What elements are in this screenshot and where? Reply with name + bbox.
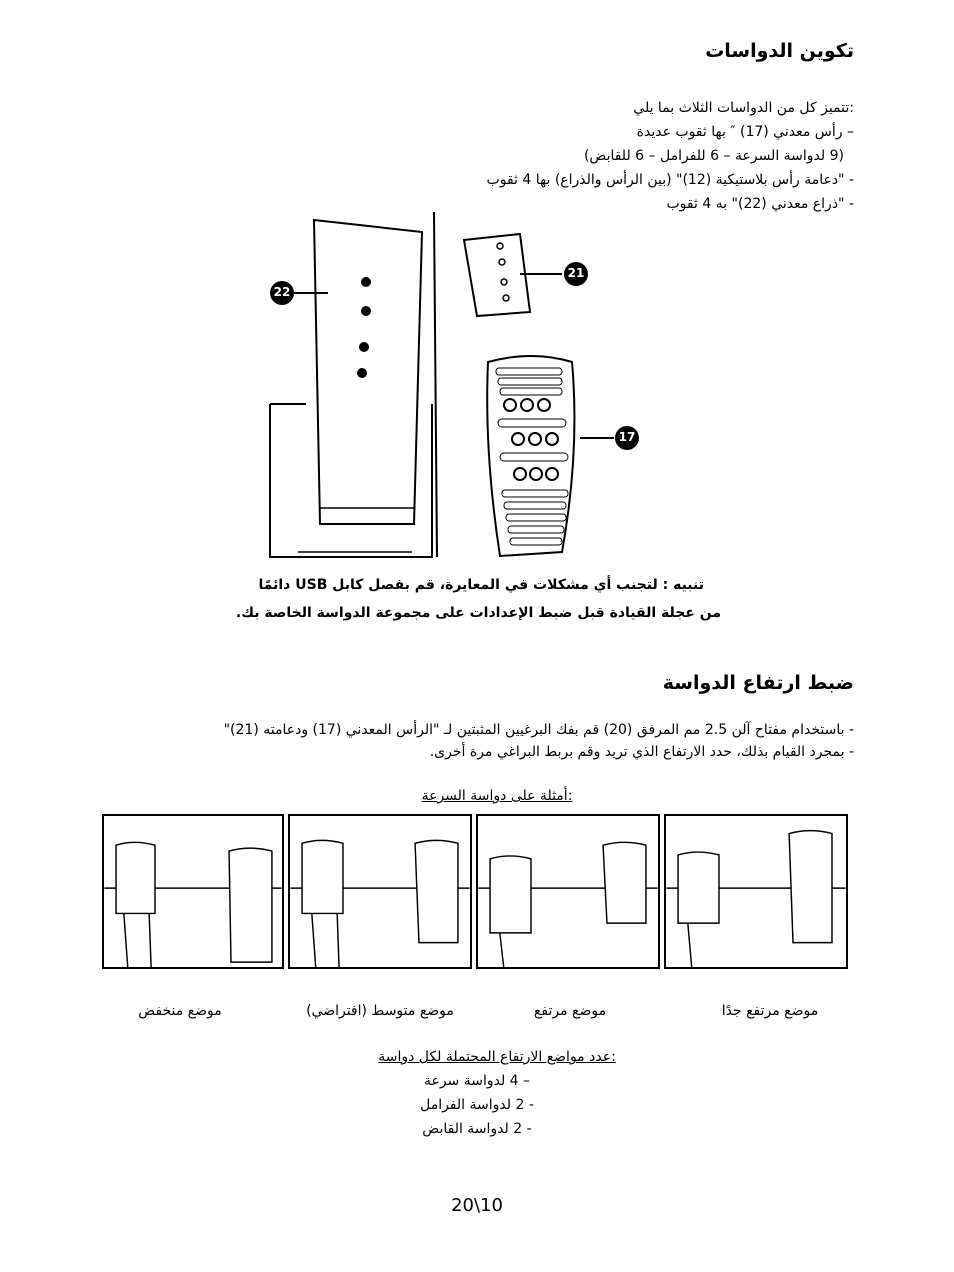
example-panel-medium xyxy=(288,814,472,969)
adjust-line-2: - بمجرد القيام بذلك، حدد الارتفاع الذي تريد وقم بربط البراغي مرة أخرى. xyxy=(429,744,854,760)
feature-line-1b: (9 لدواسة السرعة – 6 للفرامل – 6 للقابض) xyxy=(583,148,844,164)
position-label-very-high: موضع مرتفع جدًا xyxy=(721,1003,819,1019)
page-number: 20\10 xyxy=(451,1195,503,1216)
pedal-diagram xyxy=(262,212,662,562)
warning-line-1 xyxy=(258,577,704,593)
count-item-brake: - 2 لدواسة الفرامل xyxy=(420,1097,534,1113)
section-title-pedal-config: تكوين الدواسات xyxy=(705,40,854,62)
position-label-medium: موضع متوسط (افتراضي) xyxy=(306,1003,454,1019)
section-title-height-adjust: ضبط ارتفاع الدواسة xyxy=(662,672,854,694)
adjust-line-1: - باستخدام مفتاح آلن 2.5 مم المرفق (20) قم بفك البرغيين المثبتين لـ "الرأس المعدني (17) ودعامته (21)" xyxy=(223,722,854,738)
count-title: :عدد مواضع الارتفاع المحتملة لكل دواسة xyxy=(378,1049,616,1065)
example-panel-high xyxy=(476,814,660,969)
position-label-high: موضع مرتفع xyxy=(533,1003,607,1019)
feature-line-1: – رأس معدني (17) ″ بها ثقوب عديدة xyxy=(636,124,854,140)
example-panel-very-high xyxy=(664,814,848,969)
warning-line-2: من عجلة القيادة قبل ضبط الإعدادات على مجموعة الدواسة الخاصة بك. xyxy=(235,605,721,621)
callout-22: 22 xyxy=(273,285,291,299)
intro-line: :تتميز كل من الدواسات الثلاث بما يلي xyxy=(633,100,854,116)
position-label-low: موضع منخفض xyxy=(138,1003,222,1019)
example-panel-low xyxy=(102,814,284,969)
callout-21: 21 xyxy=(567,266,585,280)
warning-label: تنبيه : xyxy=(662,577,704,593)
callout-17: 17 xyxy=(618,430,636,444)
feature-line-3: - "ذراع معدني (22)" به 4 ثقوب xyxy=(666,196,854,212)
feature-line-2: - "دعامة رأس بلاستيكية (12)" (بين الرأس والذراع) بها 4 ثقوب xyxy=(486,172,854,188)
count-item-accelerator: – 4 لدواسة سرعة xyxy=(423,1073,531,1089)
warning-text-1: لتجنب أي مشكلات في المعايرة، قم بفصل كابل USB دائمًا xyxy=(258,577,658,593)
count-item-clutch: - 2 لدواسة القابض xyxy=(422,1121,532,1137)
examples-caption: :أمثلة على دواسة السرعة xyxy=(421,788,573,804)
